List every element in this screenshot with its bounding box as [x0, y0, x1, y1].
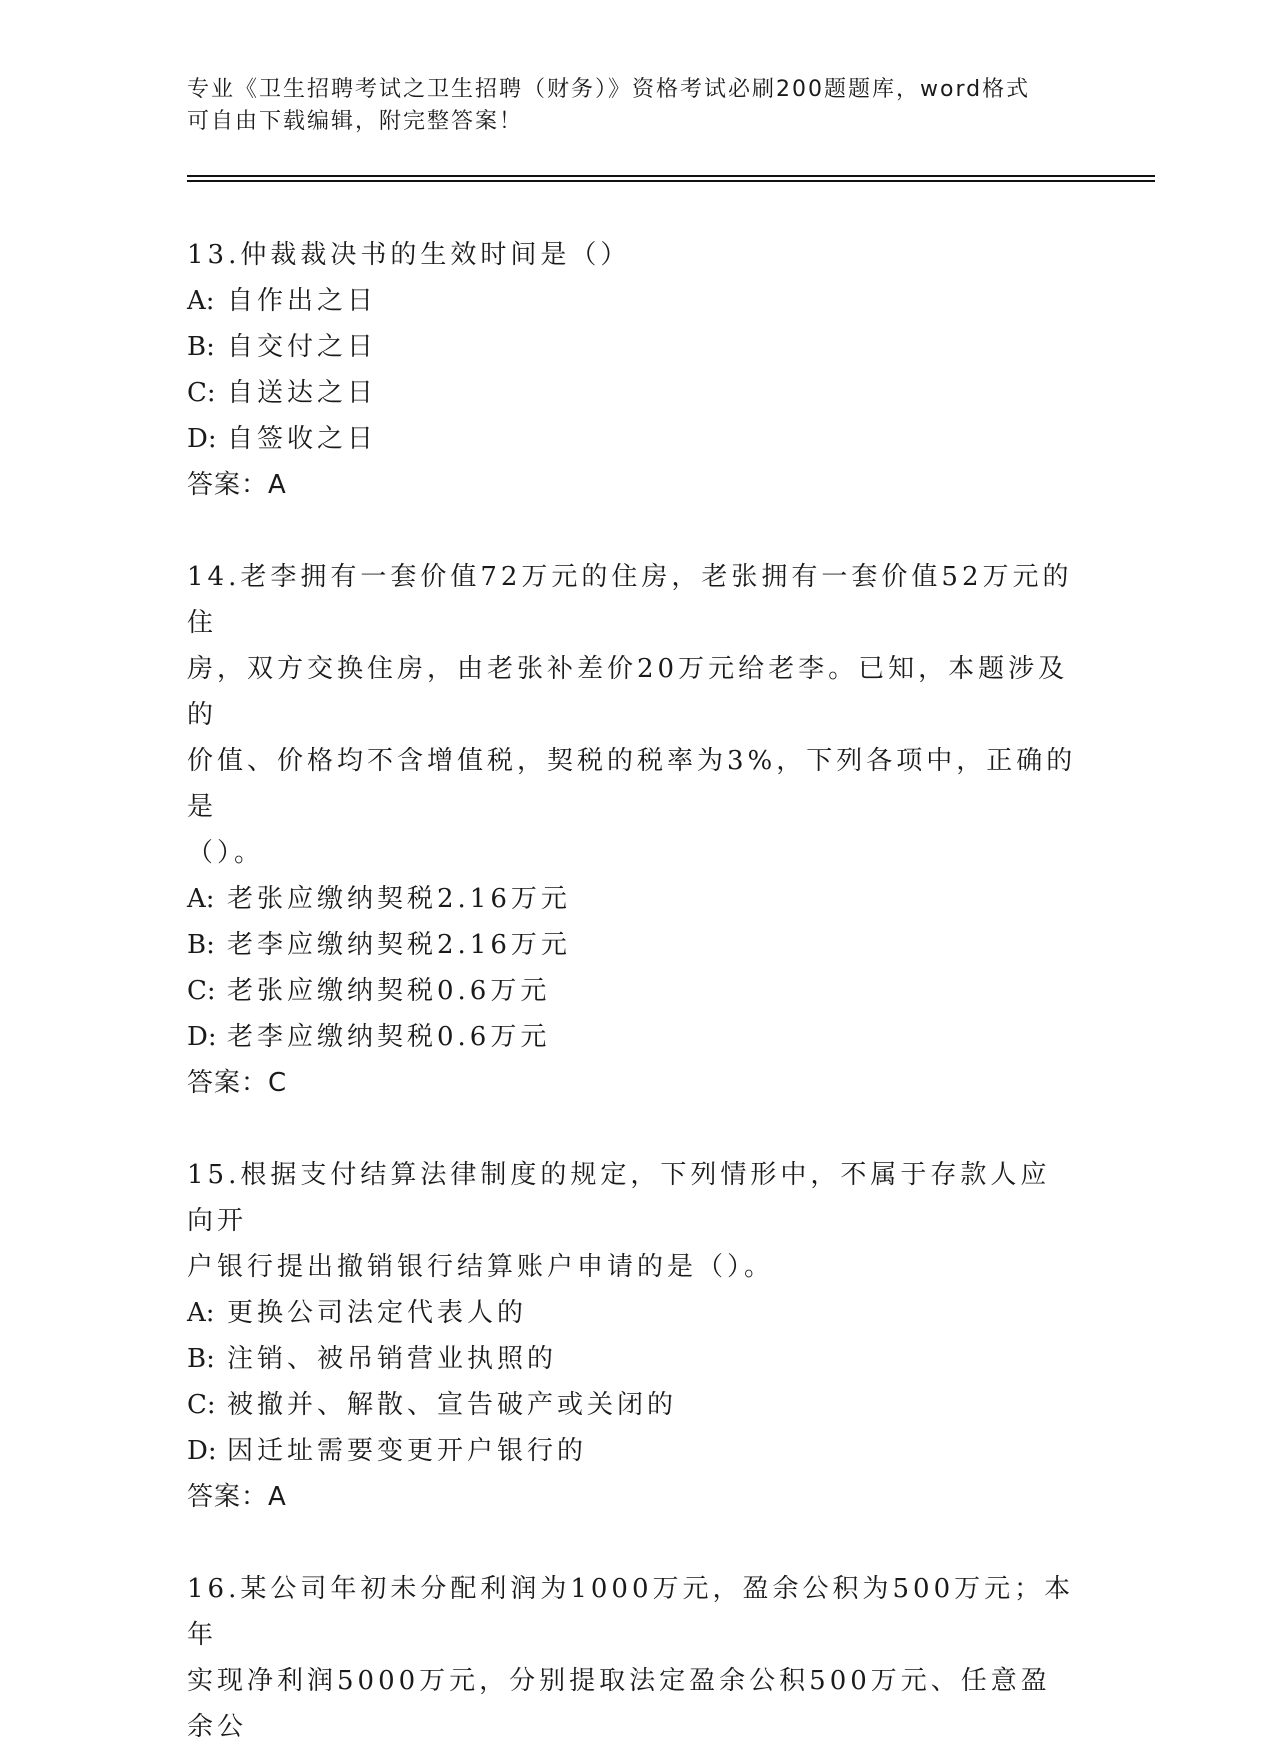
document-header [187, 74, 1067, 138]
option-text: 老张应缴纳契税2.16万元 [227, 884, 571, 914]
option-b [187, 922, 1077, 968]
option-key: D: [187, 424, 217, 454]
option-key: C: [187, 976, 216, 1006]
option-b [187, 1336, 1077, 1382]
option-a [187, 278, 1077, 324]
option-b [187, 324, 1077, 370]
option-d [187, 416, 1077, 462]
header-line-2: 可自由下载编辑，附完整答案！ [187, 109, 524, 134]
option-text: 自签收之日 [227, 424, 378, 454]
question-stem-line: 价值、价格均不含增值税，契税的税率为3%，下列各项中，正确的是 [187, 746, 1077, 822]
option-key: B: [187, 930, 215, 960]
question-14 [187, 554, 1077, 1106]
option-a [187, 876, 1077, 922]
answer-line: 答案：A [187, 1482, 287, 1512]
option-c [187, 968, 1077, 1014]
question-stem-line: 房，双方交换住房，由老张补差价20万元给老李。已知，本题涉及的 [187, 654, 1069, 730]
option-text: 自交付之日 [227, 332, 378, 362]
option-text: 更换公司法定代表人的 [227, 1298, 528, 1328]
option-key: C: [187, 378, 216, 408]
question-stem-line: （）。 [187, 838, 265, 868]
option-key: A: [187, 884, 215, 914]
option-text: 自作出之日 [227, 286, 378, 316]
question-stem-line: 15.根据支付结算法律制度的规定，下列情形中，不属于存款人应向开 [187, 1160, 1051, 1236]
option-text: 注销、被吊销营业执照的 [227, 1344, 558, 1374]
option-d [187, 1014, 1077, 1060]
question-15 [187, 1152, 1077, 1520]
option-d [187, 1428, 1077, 1474]
option-key: D: [187, 1436, 217, 1466]
header-divider-top [187, 175, 1155, 177]
option-text: 老李应缴纳契税0.6万元 [227, 1022, 551, 1052]
question-spacer [187, 1520, 1077, 1566]
option-key: C: [187, 1390, 216, 1420]
option-text: 老李应缴纳契税2.16万元 [227, 930, 571, 960]
header-line-1: 专业《卫生招聘考试之卫生招聘（财务）》资格考试必刷200题题库，word格式 [187, 77, 1031, 102]
question-13 [187, 232, 1077, 508]
option-c [187, 370, 1077, 416]
question-spacer [187, 508, 1077, 554]
option-text: 被撤并、解散、宣告破产或关闭的 [227, 1390, 678, 1420]
question-16 [187, 1566, 1077, 1750]
answer-line: 答案：C [187, 1068, 288, 1098]
option-key: A: [187, 1298, 215, 1328]
question-spacer [187, 1106, 1077, 1152]
option-c [187, 1382, 1077, 1428]
question-stem-line: 14.老李拥有一套价值72万元的住房，老张拥有一套价值52万元的住 [187, 562, 1073, 638]
question-list [187, 232, 1077, 1750]
question-stem-line: 户银行提出撤销银行结算账户申请的是（）。 [187, 1252, 775, 1282]
option-key: B: [187, 1344, 215, 1374]
option-text: 老张应缴纳契税0.6万元 [227, 976, 551, 1006]
header-divider-bottom [187, 180, 1155, 182]
answer-line: 答案：A [187, 470, 287, 500]
question-stem-line: 16.某公司年初未分配利润为1000万元，盈余公积为500万元；本年 [187, 1574, 1075, 1650]
question-stem: 13.仲裁裁决书的生效时间是（） [187, 240, 631, 270]
option-a [187, 1290, 1077, 1336]
question-stem-line: 实现净利润5000万元，分别提取法定盈余公积500万元、任意盈余公 [187, 1666, 1051, 1742]
option-key: D: [187, 1022, 217, 1052]
option-key: B: [187, 332, 215, 362]
option-text: 自送达之日 [227, 378, 378, 408]
option-key: A: [187, 286, 215, 316]
option-text: 因迁址需要变更开户银行的 [227, 1436, 588, 1466]
